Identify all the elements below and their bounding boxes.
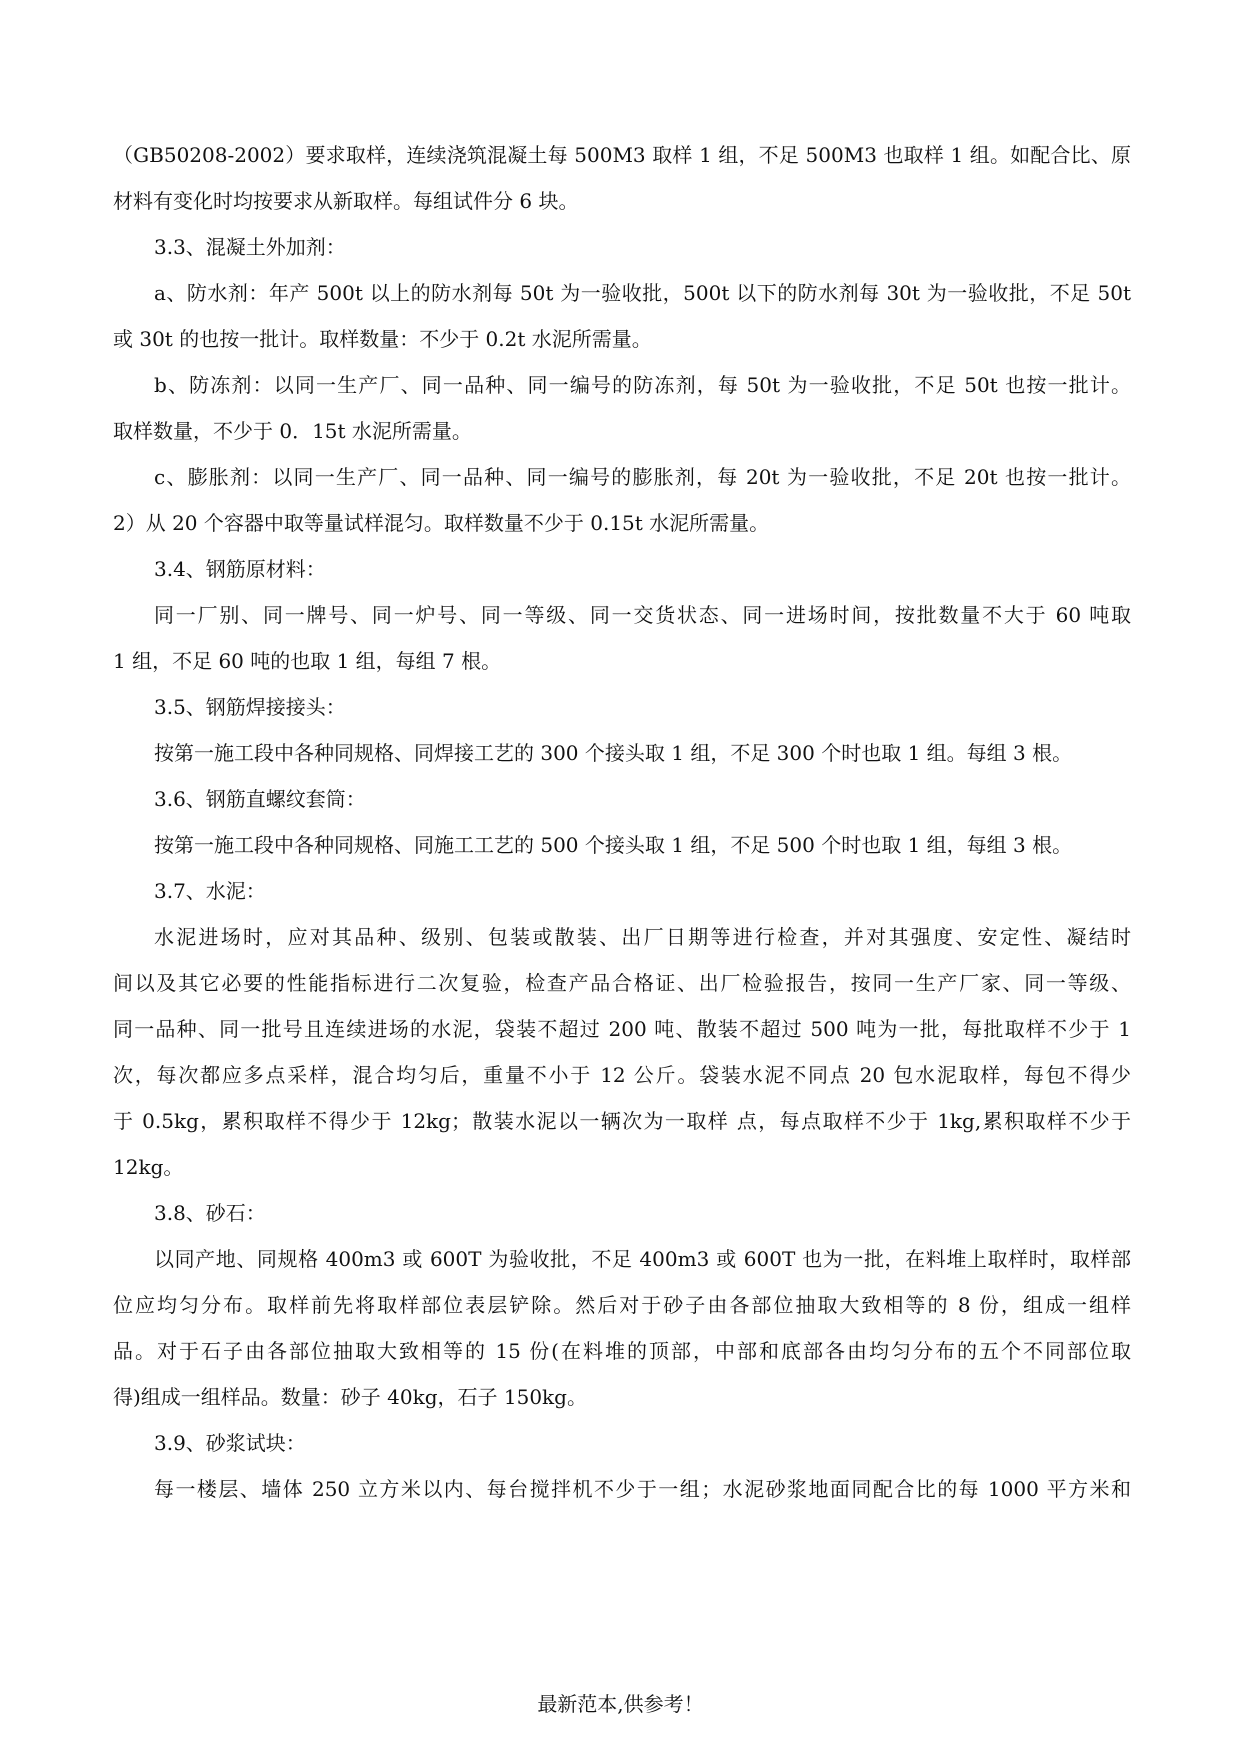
body-line: 材料有变化时均按要求从新取样。每组试件分 6 块。 [113,189,579,213]
section-heading: 3.9、砂浆试块： [154,1431,306,1455]
body-line: 水泥进场时，应对其品种、级别、包装或散装、出厂日期等进行检查，并对其强度、安定性、凝结时 [154,925,1131,949]
body-line: 于 0.5kg，累积取样不得少于 12kg；散装水泥以一辆次为一取样 点，每点取样不少于 1kg,累积取样不少于 [113,1109,1131,1133]
body-line: 每一楼层、墙体 250 立方米以内、每台搅拌机不少于一组；水泥砂浆地面同配合比的每 1000 平方米和 [154,1477,1131,1501]
section-heading: 3.5、钢筋焊接接头： [154,695,346,719]
body-line: 12kg。 [113,1155,184,1179]
body-line: 品。对于石子由各部位抽取大致相等的 15 份(在料堆的顶部，中部和底部各由均匀分布的五个不同部位取 [113,1339,1131,1363]
page-footer: 最新范本,供参考！ [537,1692,704,1716]
section-heading: 3.6、钢筋直螺纹套筒： [154,787,366,811]
body-line: （GB50208-2002）要求取样，连续浇筑混凝土每 500M3 取样 1 组，不足 500M3 也取样 1 组。如配合比、原 [113,143,1131,167]
body-line: 间以及其它必要的性能指标进行二次复验，检查产品合格证、出厂检验报告，按同一生产厂家、同一等级、 [113,971,1131,995]
body-line: 按第一施工段中各种同规格、同焊接工艺的 300 个接头取 1 组，不足 300 个时也取 1 组。每组 3 根。 [154,741,1073,765]
section-heading: 3.4、钢筋原材料： [154,557,326,581]
body-line: 同一厂别、同一牌号、同一炉号、同一等级、同一交货状态、同一进场时间，按批数量不大于 60 吨取 [154,603,1131,627]
body-line: 取样数量，不少于 0．15t 水泥所需量。 [113,419,472,443]
body-line: 按第一施工段中各种同规格、同施工工艺的 500 个接头取 1 组，不足 500 个时也取 1 组，每组 3 根。 [154,833,1073,857]
body-line: 以同产地、同规格 400m3 或 600T 为验收批，不足 400m3 或 600T 也为一批，在料堆上取样时，取样部 [154,1247,1131,1271]
body-line: 或 30t 的也按一批计。取样数量：不少于 0.2t 水泥所需量。 [113,327,652,351]
body-line: 次，每次都应多点采样，混合均匀后，重量不小于 12 公斤。袋装水泥不同点 20 包水泥取样，每包不得少 [113,1063,1131,1087]
body-line: 2）从 20 个容器中取等量试样混匀。取样数量不少于 0.15t 水泥所需量。 [113,511,770,535]
body-line: 得)组成一组样品。数量：砂子 40kg，石子 150kg。 [113,1385,587,1409]
body-line: b、防冻剂：以同一生产厂、同一品种、同一编号的防冻剂，每 50t 为一验收批，不足 50t 也按一批计。 [154,373,1131,397]
body-line: c、膨胀剂：以同一生产厂、同一品种、同一编号的膨胀剂，每 20t 为一验收批，不足 20t 也按一批计。 [154,465,1131,489]
section-heading: 3.7、水泥： [154,879,266,903]
body-line: 位应均匀分布。取样前先将取样部位表层铲除。然后对于砂子由各部位抽取大致相等的 8 份，组成一组样 [113,1293,1131,1317]
section-heading: 3.8、砂石： [154,1201,266,1225]
body-line: a、防水剂：年产 500t 以上的防水剂每 50t 为一验收批，500t 以下的防水剂每 30t 为一验收批，不足 50t [154,281,1131,305]
body-line: 同一品种、同一批号且连续进场的水泥，袋装不超过 200 吨、散装不超过 500 吨为一批，每批取样不少于 1 [113,1017,1131,1041]
body-line: 1 组，不足 60 吨的也取 1 组，每组 7 根。 [113,649,502,673]
section-heading: 3.3、混凝土外加剂： [154,235,346,259]
